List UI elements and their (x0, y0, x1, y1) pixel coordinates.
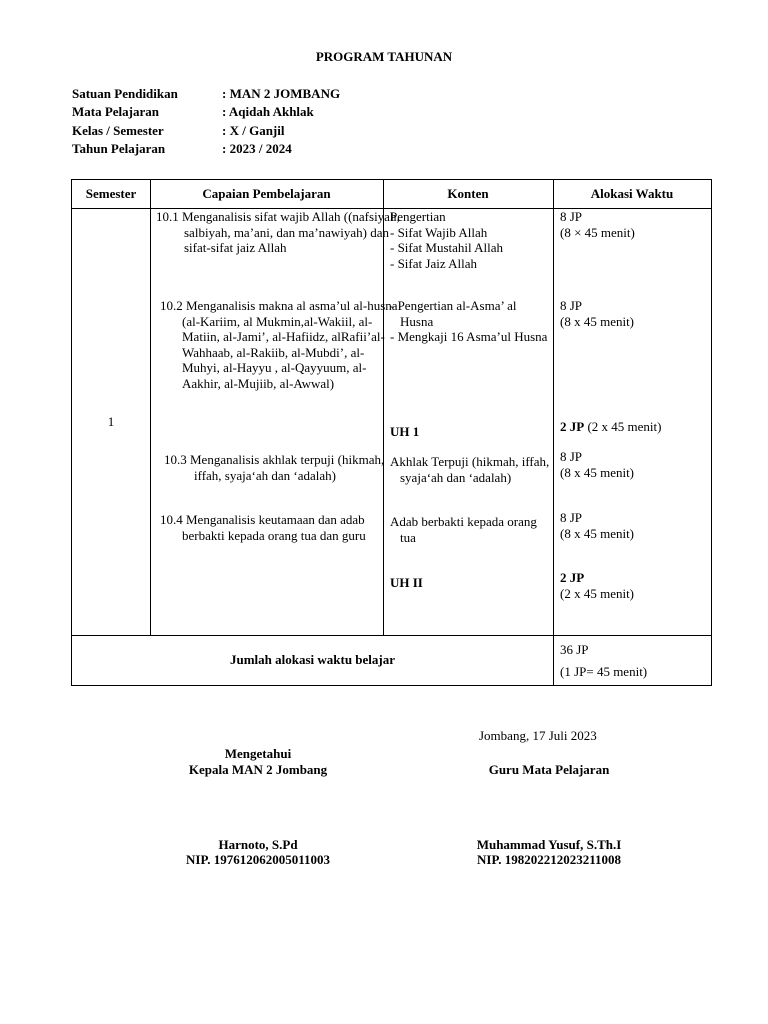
meta-label-satuan: Satuan Pendidikan (72, 86, 178, 101)
alokasi-5 (560, 510, 708, 541)
konten-3: Akhlak Terpuji (hikmah, iffah, syaja‘ah dan ‘adalah) (390, 454, 550, 485)
footer-total-jp: 36 JP (560, 642, 589, 657)
footer-total-note: (1 JP= 45 menit) (560, 664, 648, 679)
alokasi-3 (560, 419, 710, 435)
header-semester: Semester (85, 186, 137, 201)
header-capaian: Capaian Pembelajaran (202, 186, 331, 201)
konten-uh1: UH 1 (390, 424, 420, 439)
alokasi-4-menit: (8 x 45 menit) (560, 464, 635, 480)
alokasi-1-menit: (8 × 45 menit) (560, 224, 635, 240)
footer-label: Jumlah alokasi waktu belajar (229, 652, 396, 667)
meta-value-satuan: : MAN 2 JOMBANG (222, 86, 341, 101)
meta-value-mapel: : Aqidah Akhlak (222, 104, 314, 119)
konten-1-title: Pengertian (390, 209, 446, 224)
right-sign-name: Muhammad Yusuf, S.Th.I (476, 837, 622, 852)
semester-value: 1 (107, 414, 115, 429)
konten-uh2: UH II (390, 575, 423, 590)
konten-1-item: - Sifat Jaiz Allah (390, 255, 478, 271)
alokasi-2-jp: 8 JP (560, 298, 583, 313)
cp-item-10-1: 10.1 Menganalisis sifat wajib Allah ((nafsiyah, salbiyah, ma’ani, dan ma’nawiyah) dan sifat-sifat jaiz Allah (156, 209, 400, 255)
left-sign-nip: NIP. 197612062005011003 (186, 852, 330, 867)
meta-label-tahun: Tahun Pelajaran (72, 141, 166, 156)
meta-value-kelas: : X / Ganjil (222, 123, 285, 138)
alokasi-5-menit: (8 x 45 menit) (560, 525, 635, 541)
alokasi-6-jp: 2 JP (560, 570, 585, 585)
alokasi-6-menit: (2 x 45 menit) (560, 585, 635, 601)
konten-2 (390, 298, 550, 345)
right-sign-nip: NIP. 198202212023211008 (477, 852, 621, 867)
right-sign-line2: Guru Mata Pelajaran (488, 762, 610, 777)
cp-item-10-2: 10.2 Menganalisis makna al asma’ul al-husna (al-Kariim, al Mukmin,al-Wakiil, al- Matiin, al-Jami’, al-Hafiidz, alRafii’al-Wahhaab, al-Rakiib, al-Mubdi’, al-Muhyi, al-Hayyu , al-Qayyuum, al-Aakhir, al-Mujiib, al-Awwal) (160, 298, 398, 391)
cp-item-10-3: 10.3 Menganalisis akhlak terpuji (hikmah, iffah, syaja‘ah dan ‘adalah) (164, 452, 385, 483)
meta-label-kelas: Kelas / Semester (72, 123, 164, 138)
alokasi-4 (560, 449, 708, 480)
left-sign-name: Harnoto, S.Pd (218, 837, 298, 852)
konten-1-item: - Sifat Wajib Allah (390, 224, 488, 240)
col-divider-1 (150, 180, 151, 635)
alokasi-5-jp: 8 JP (560, 510, 583, 525)
alokasi-6 (560, 570, 708, 601)
col-divider-3 (553, 180, 554, 685)
alokasi-1 (560, 209, 708, 240)
konten-2-item: - Pengertian al-Asma’ al Husna (390, 298, 517, 329)
header-alokasi: Alokasi Waktu (590, 186, 674, 201)
left-sign-line1: Mengetahui (224, 746, 292, 761)
alokasi-3-menit: (2 x 45 menit) (584, 419, 662, 434)
place-date: Jombang, 17 Juli 2023 (479, 728, 597, 743)
alokasi-2 (560, 298, 708, 329)
konten-1 (390, 209, 550, 271)
header-konten: Konten (447, 186, 489, 201)
left-sign-line2: Kepala MAN 2 Jombang (188, 762, 328, 777)
footer-divider (72, 635, 711, 636)
alokasi-4-jp: 8 JP (560, 449, 583, 464)
document-title: PROGRAM TAHUNAN (315, 49, 453, 64)
meta-value-tahun: : 2023 / 2024 (222, 141, 292, 156)
konten-4: Adab berbakti kepada orang tua (390, 514, 537, 545)
meta-label-mapel: Mata Pelajaran (72, 104, 160, 119)
alokasi-3-jp: 2 JP (560, 419, 585, 434)
alokasi-2-menit: (8 x 45 menit) (560, 313, 635, 329)
konten-2-item: - Mengkaji 16 Asma’ul Husna (390, 329, 548, 344)
alokasi-1-jp: 8 JP (560, 209, 583, 224)
konten-1-item: - Sifat Mustahil Allah (390, 240, 504, 255)
program-table (71, 179, 712, 686)
cp-item-10-4: 10.4 Menganalisis keutamaan dan adab berbakti kepada orang tua dan guru (160, 512, 366, 543)
